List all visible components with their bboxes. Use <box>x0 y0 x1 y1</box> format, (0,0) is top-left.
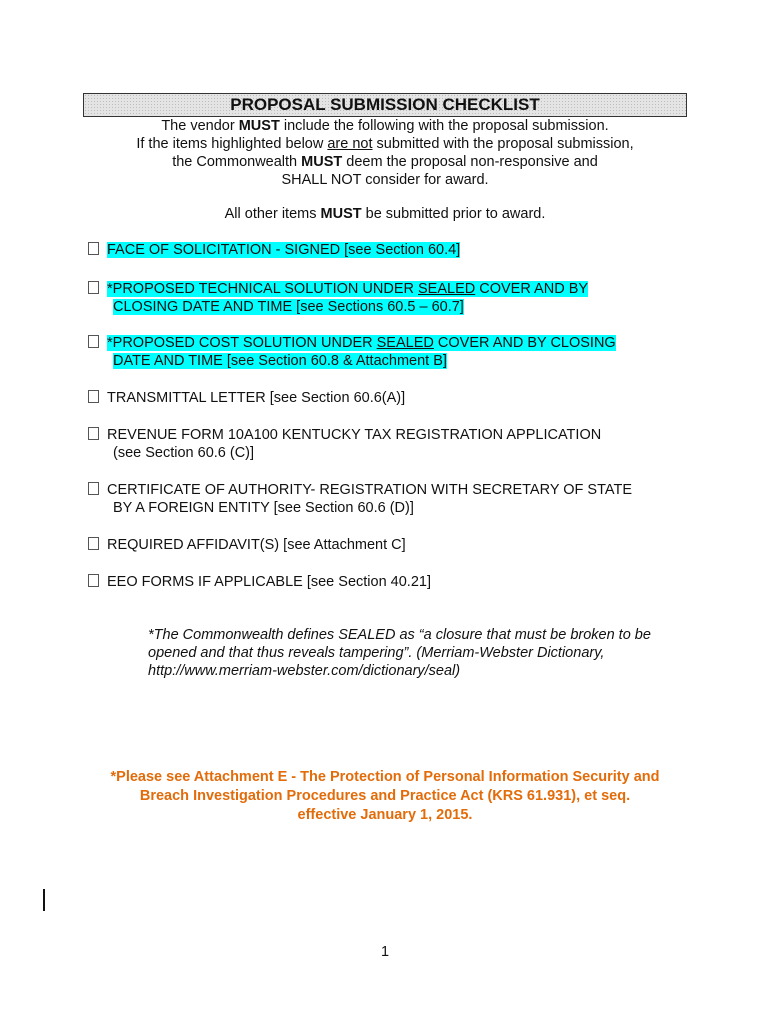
checklist-item-line <box>88 481 632 499</box>
notice-line: Breach Investigation Procedures and Practice Act (KRS 61.931), et seq. <box>139 788 631 804</box>
text-cursor <box>43 889 45 911</box>
checklist-item-label: EEO FORMS IF APPLICABLE [see Section 40.21] <box>107 574 431 590</box>
checkbox-icon[interactable] <box>88 281 99 294</box>
checklist-item-line: BY A FOREIGN ENTITY [see Section 60.6 (D)] <box>113 500 414 516</box>
checklist-item-label: TRANSMITTAL LETTER [see Section 60.6(A)] <box>107 390 406 406</box>
intro-line-4: SHALL NOT consider for award. <box>281 172 489 188</box>
intro-text: include the following with the proposal submission. <box>279 118 609 134</box>
checklist-item-line <box>88 352 616 370</box>
label-text: *PROPOSED TECHNICAL SOLUTION UNDER <box>107 281 418 297</box>
checklist-item-line <box>88 426 601 444</box>
checkbox-icon[interactable] <box>88 482 99 495</box>
checklist-item-label: REQUIRED AFFIDAVIT(S) [see Attachment C] <box>107 537 406 553</box>
intro-text: The vendor <box>161 118 239 134</box>
checkbox-icon[interactable] <box>88 537 99 550</box>
checklist-item-label: CERTIFICATE OF AUTHORITY- REGISTRATION WITH SECRETARY OF STATE <box>107 482 632 498</box>
label-text: *PROPOSED COST SOLUTION UNDER <box>107 335 377 351</box>
intro-text: the Commonwealth <box>172 154 302 170</box>
checkbox-icon[interactable] <box>88 390 99 403</box>
intro-line-1 <box>83 117 687 135</box>
checklist-item-affidavits <box>88 536 406 554</box>
label-text: DATE AND TIME [see Section 60.8 & Attachment B] <box>113 353 447 369</box>
note-text: be submitted prior to award. <box>361 206 546 222</box>
checklist-item-face-of-solicitation <box>88 241 460 259</box>
sealed-emphasis: SEALED <box>418 281 476 297</box>
checklist-item-certificate-of-authority <box>88 481 632 517</box>
attachment-e-notice <box>70 768 700 825</box>
intro-line-2 <box>83 135 687 153</box>
page-number: 1 <box>380 944 390 960</box>
intro-text: submitted with the proposal submission, <box>372 136 634 152</box>
intro-line-3 <box>83 153 687 171</box>
checkbox-icon[interactable] <box>88 335 99 348</box>
checkbox-icon[interactable] <box>88 242 99 255</box>
are-not-emphasis: are not <box>327 136 373 152</box>
checklist-item-label: FACE OF SOLICITATION - SIGNED [see Section 60.4] <box>107 242 461 258</box>
page-title: PROPOSAL SUBMISSION CHECKLIST <box>83 93 687 117</box>
note-text: All other items <box>224 206 321 222</box>
checklist-item-label <box>107 335 616 351</box>
checklist-item-line <box>88 334 616 352</box>
sealed-emphasis: SEALED <box>376 335 434 351</box>
must-emphasis: MUST <box>301 154 343 170</box>
checklist-item-line: (see Section 60.6 (C)] <box>113 445 255 461</box>
label-text: CLOSING DATE AND TIME [see Sections 60.5 – 60.7] <box>113 299 464 315</box>
checklist-item-line <box>88 298 588 316</box>
checklist-item-technical-solution <box>88 280 588 316</box>
must-emphasis: MUST <box>320 206 362 222</box>
sealed-definition-note <box>148 626 708 680</box>
must-emphasis: MUST <box>238 118 280 134</box>
checklist-item-eeo-forms <box>88 573 431 591</box>
checklist-item-label: REVENUE FORM 10A100 KENTUCKY TAX REGISTRATION APPLICATION <box>107 427 602 443</box>
checklist-item-label <box>107 281 588 297</box>
note-line: http://www.merriam-webster.com/dictionary/seal) <box>148 663 461 679</box>
checklist-item-line <box>88 280 588 298</box>
checkbox-icon[interactable] <box>88 574 99 587</box>
checklist-item-transmittal-letter <box>88 389 405 407</box>
checklist-item-cost-solution <box>88 334 616 370</box>
label-text: COVER AND BY CLOSING <box>433 335 616 351</box>
checklist-item-revenue-form <box>88 426 601 462</box>
notice-line: effective January 1, 2015. <box>297 807 473 823</box>
note-line: *The Commonwealth defines SEALED as “a closure that must be broken to be <box>148 627 651 643</box>
intro-text: If the items highlighted below <box>136 136 328 152</box>
checkbox-icon[interactable] <box>88 427 99 440</box>
all-other-items-note <box>83 206 687 222</box>
intro-text: deem the proposal non-responsive and <box>342 154 598 170</box>
label-text: COVER AND BY <box>475 281 589 297</box>
note-line: opened and that thus reveals tampering”. (Merriam-Webster Dictionary, <box>148 645 605 661</box>
intro-paragraph <box>83 117 687 189</box>
notice-line: *Please see Attachment E - The Protection of Personal Information Security and <box>110 769 660 785</box>
